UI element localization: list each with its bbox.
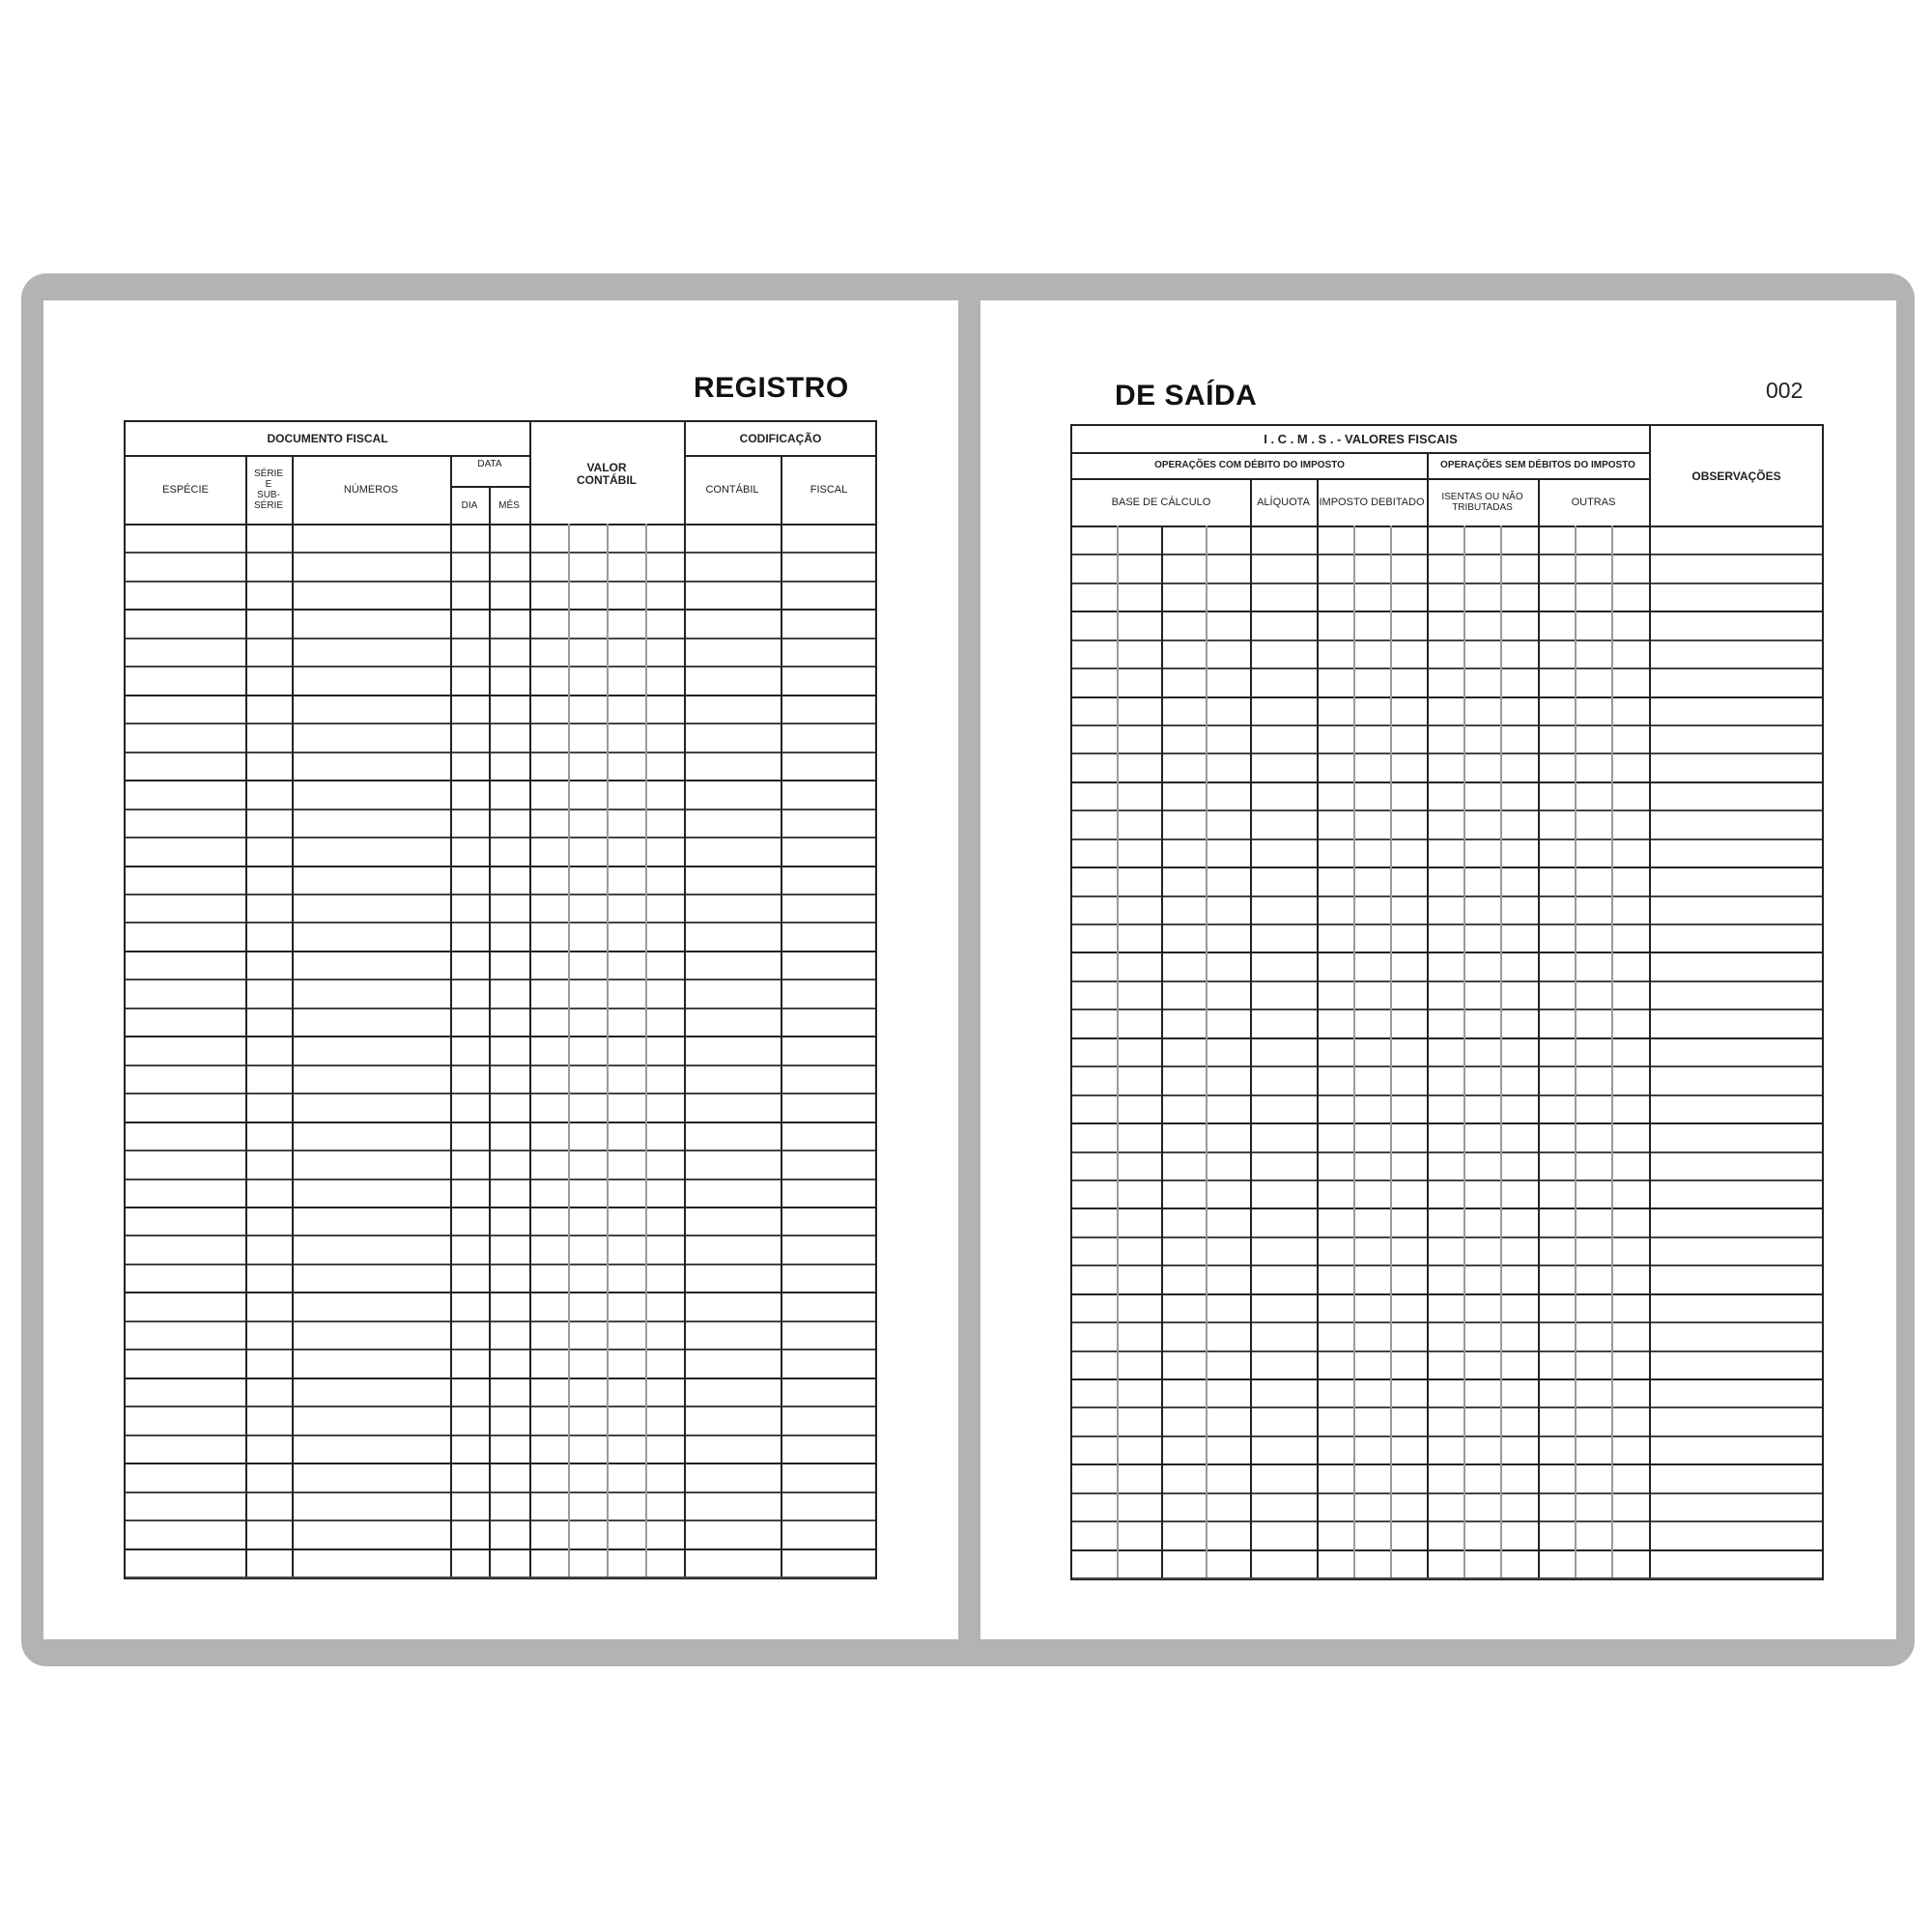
row-rule — [126, 866, 875, 867]
row-rule — [126, 951, 875, 952]
column-rule — [1500, 526, 1502, 1577]
left-page — [43, 300, 958, 1639]
header-base-calculo: BASE DE CÁLCULO — [1111, 496, 1211, 508]
header-isentas: ISENTAS OU NÃO TRIBUTADAS — [1441, 491, 1523, 513]
row-rule — [126, 1093, 875, 1094]
header-imposto-debitado: IMPOSTO DEBITADO — [1319, 496, 1425, 508]
row-rule — [1072, 1094, 1822, 1096]
row-rule — [1072, 1037, 1822, 1039]
row-rule — [1072, 1520, 1822, 1522]
row-rule — [126, 1577, 875, 1578]
row-rule — [126, 1150, 875, 1151]
row-rule — [126, 1065, 875, 1066]
row-rule — [1072, 1321, 1822, 1323]
row-rule — [126, 552, 875, 554]
column-rule — [1538, 526, 1540, 1577]
header-contabil: CONTÁBIL — [705, 484, 759, 497]
row-rule — [126, 922, 875, 923]
row-rule — [1072, 582, 1822, 584]
header-dia: DIA — [461, 500, 478, 512]
row-rule — [1072, 980, 1822, 982]
row-rule — [126, 1463, 875, 1464]
header-icms: I . C . M . S . - VALORES FISCAIS — [1264, 431, 1458, 446]
row-rule — [126, 780, 875, 781]
column-rule — [1206, 526, 1208, 1577]
row-rule — [1072, 1577, 1822, 1579]
row-rule — [1072, 1264, 1822, 1266]
row-rule — [1072, 1151, 1822, 1153]
row-rule — [126, 1548, 875, 1550]
header-serie: SÉRIE E SUB- SÉRIE — [253, 469, 283, 511]
column-rule — [292, 524, 294, 1577]
row-rule — [1072, 1435, 1822, 1437]
row-rule — [1072, 1208, 1822, 1209]
row-rule — [126, 1406, 875, 1407]
header-fiscal: FISCAL — [810, 484, 848, 497]
column-rule — [1427, 526, 1429, 1577]
row-rule — [1072, 724, 1822, 726]
row-rule — [1072, 781, 1822, 783]
row-rule — [1072, 1122, 1822, 1124]
row-rule — [126, 894, 875, 895]
row-rule — [1072, 1463, 1822, 1465]
right-page — [980, 300, 1896, 1639]
row-rule — [126, 1008, 875, 1009]
header-data: DATA — [477, 458, 502, 469]
row-rule — [126, 809, 875, 810]
header-especie: ESPÉCIE — [162, 484, 209, 497]
row-rule — [1072, 696, 1822, 698]
header-op-com-debito: OPERAÇÕES COM DÉBITO DO IMPOSTO — [1154, 460, 1345, 471]
row-rule — [1072, 1293, 1822, 1295]
header-documento-fiscal: DOCUMENTO FISCAL — [267, 432, 388, 446]
row-rule — [1072, 895, 1822, 897]
column-rule — [529, 524, 531, 1577]
row-rule — [126, 1207, 875, 1208]
row-rule — [1072, 639, 1822, 641]
column-rule — [645, 524, 647, 1577]
row-rule — [1072, 1179, 1822, 1181]
column-rule — [781, 524, 782, 1577]
row-rule — [1072, 1492, 1822, 1494]
row-rule — [1072, 1378, 1822, 1380]
page-number: 002 — [1766, 378, 1804, 403]
row-rule — [1072, 1009, 1822, 1010]
row-rule — [1072, 668, 1822, 669]
column-rule — [489, 524, 491, 1577]
column-rule — [1575, 526, 1577, 1577]
row-rule — [126, 666, 875, 668]
row-rule — [126, 1179, 875, 1180]
header-numeros: NÚMEROS — [343, 484, 399, 497]
row-rule — [1072, 611, 1822, 612]
column-rule — [1390, 526, 1392, 1577]
row-rule — [1072, 810, 1822, 811]
column-rule — [1317, 526, 1319, 1577]
row-rule — [126, 638, 875, 639]
column-rule — [1611, 526, 1613, 1577]
row-rule — [1072, 1236, 1822, 1238]
column-rule — [450, 524, 452, 1577]
page-title-registro: REGISTRO — [694, 372, 849, 404]
row-rule — [126, 1520, 875, 1521]
row-rule — [1072, 923, 1822, 925]
row-rule — [126, 1378, 875, 1379]
ledger-table-right — [1070, 424, 1824, 1580]
column-rule — [1463, 526, 1465, 1577]
header-op-sem-debito: OPERAÇÕES SEM DÉBITOS DO IMPOSTO — [1440, 460, 1635, 471]
column-rule — [568, 524, 570, 1577]
row-rule — [1072, 1549, 1822, 1551]
row-rule — [126, 752, 875, 753]
header-outras: OUTRAS — [1571, 496, 1616, 508]
header-valor-contabil: VALOR CONTÁBIL — [577, 460, 637, 487]
header-codificacao: CODIFICAÇÃO — [739, 432, 822, 446]
row-rule — [126, 1321, 875, 1322]
ledger-grid-right — [1072, 426, 1822, 1578]
ledger-grid-left — [126, 422, 875, 1577]
column-rule — [1250, 526, 1252, 1577]
row-rule — [1072, 753, 1822, 754]
row-rule — [126, 609, 875, 611]
row-rule — [1072, 867, 1822, 868]
row-rule — [1072, 952, 1822, 953]
row-rule — [126, 1292, 875, 1293]
header-aliquota: ALÍQUOTA — [1257, 496, 1310, 508]
row-rule — [126, 1122, 875, 1123]
header-observacoes: OBSERVAÇÕES — [1691, 469, 1781, 483]
column-rule — [684, 524, 686, 1577]
column-rule — [1117, 526, 1119, 1577]
row-rule — [1072, 554, 1822, 555]
row-rule — [126, 1264, 875, 1265]
header-mes: MÊS — [498, 500, 520, 512]
column-rule — [1649, 526, 1651, 1577]
row-rule — [126, 581, 875, 582]
row-rule — [1072, 838, 1822, 840]
row-rule — [126, 695, 875, 696]
row-rule — [126, 1492, 875, 1493]
row-rule — [1072, 1406, 1822, 1408]
column-rule — [245, 524, 247, 1577]
row-rule — [1072, 1065, 1822, 1067]
row-rule — [126, 1349, 875, 1350]
ledger-table-left — [124, 420, 877, 1579]
page-title-de-saida: DE SAÍDA — [1115, 380, 1258, 412]
row-rule — [126, 723, 875, 724]
column-rule — [1353, 526, 1355, 1577]
row-rule — [126, 1235, 875, 1236]
row-rule — [126, 1036, 875, 1037]
column-rule — [607, 524, 609, 1577]
row-rule — [126, 979, 875, 980]
row-rule — [1072, 1350, 1822, 1352]
column-rule — [1161, 526, 1163, 1577]
row-rule — [126, 1435, 875, 1436]
row-rule — [126, 837, 875, 838]
